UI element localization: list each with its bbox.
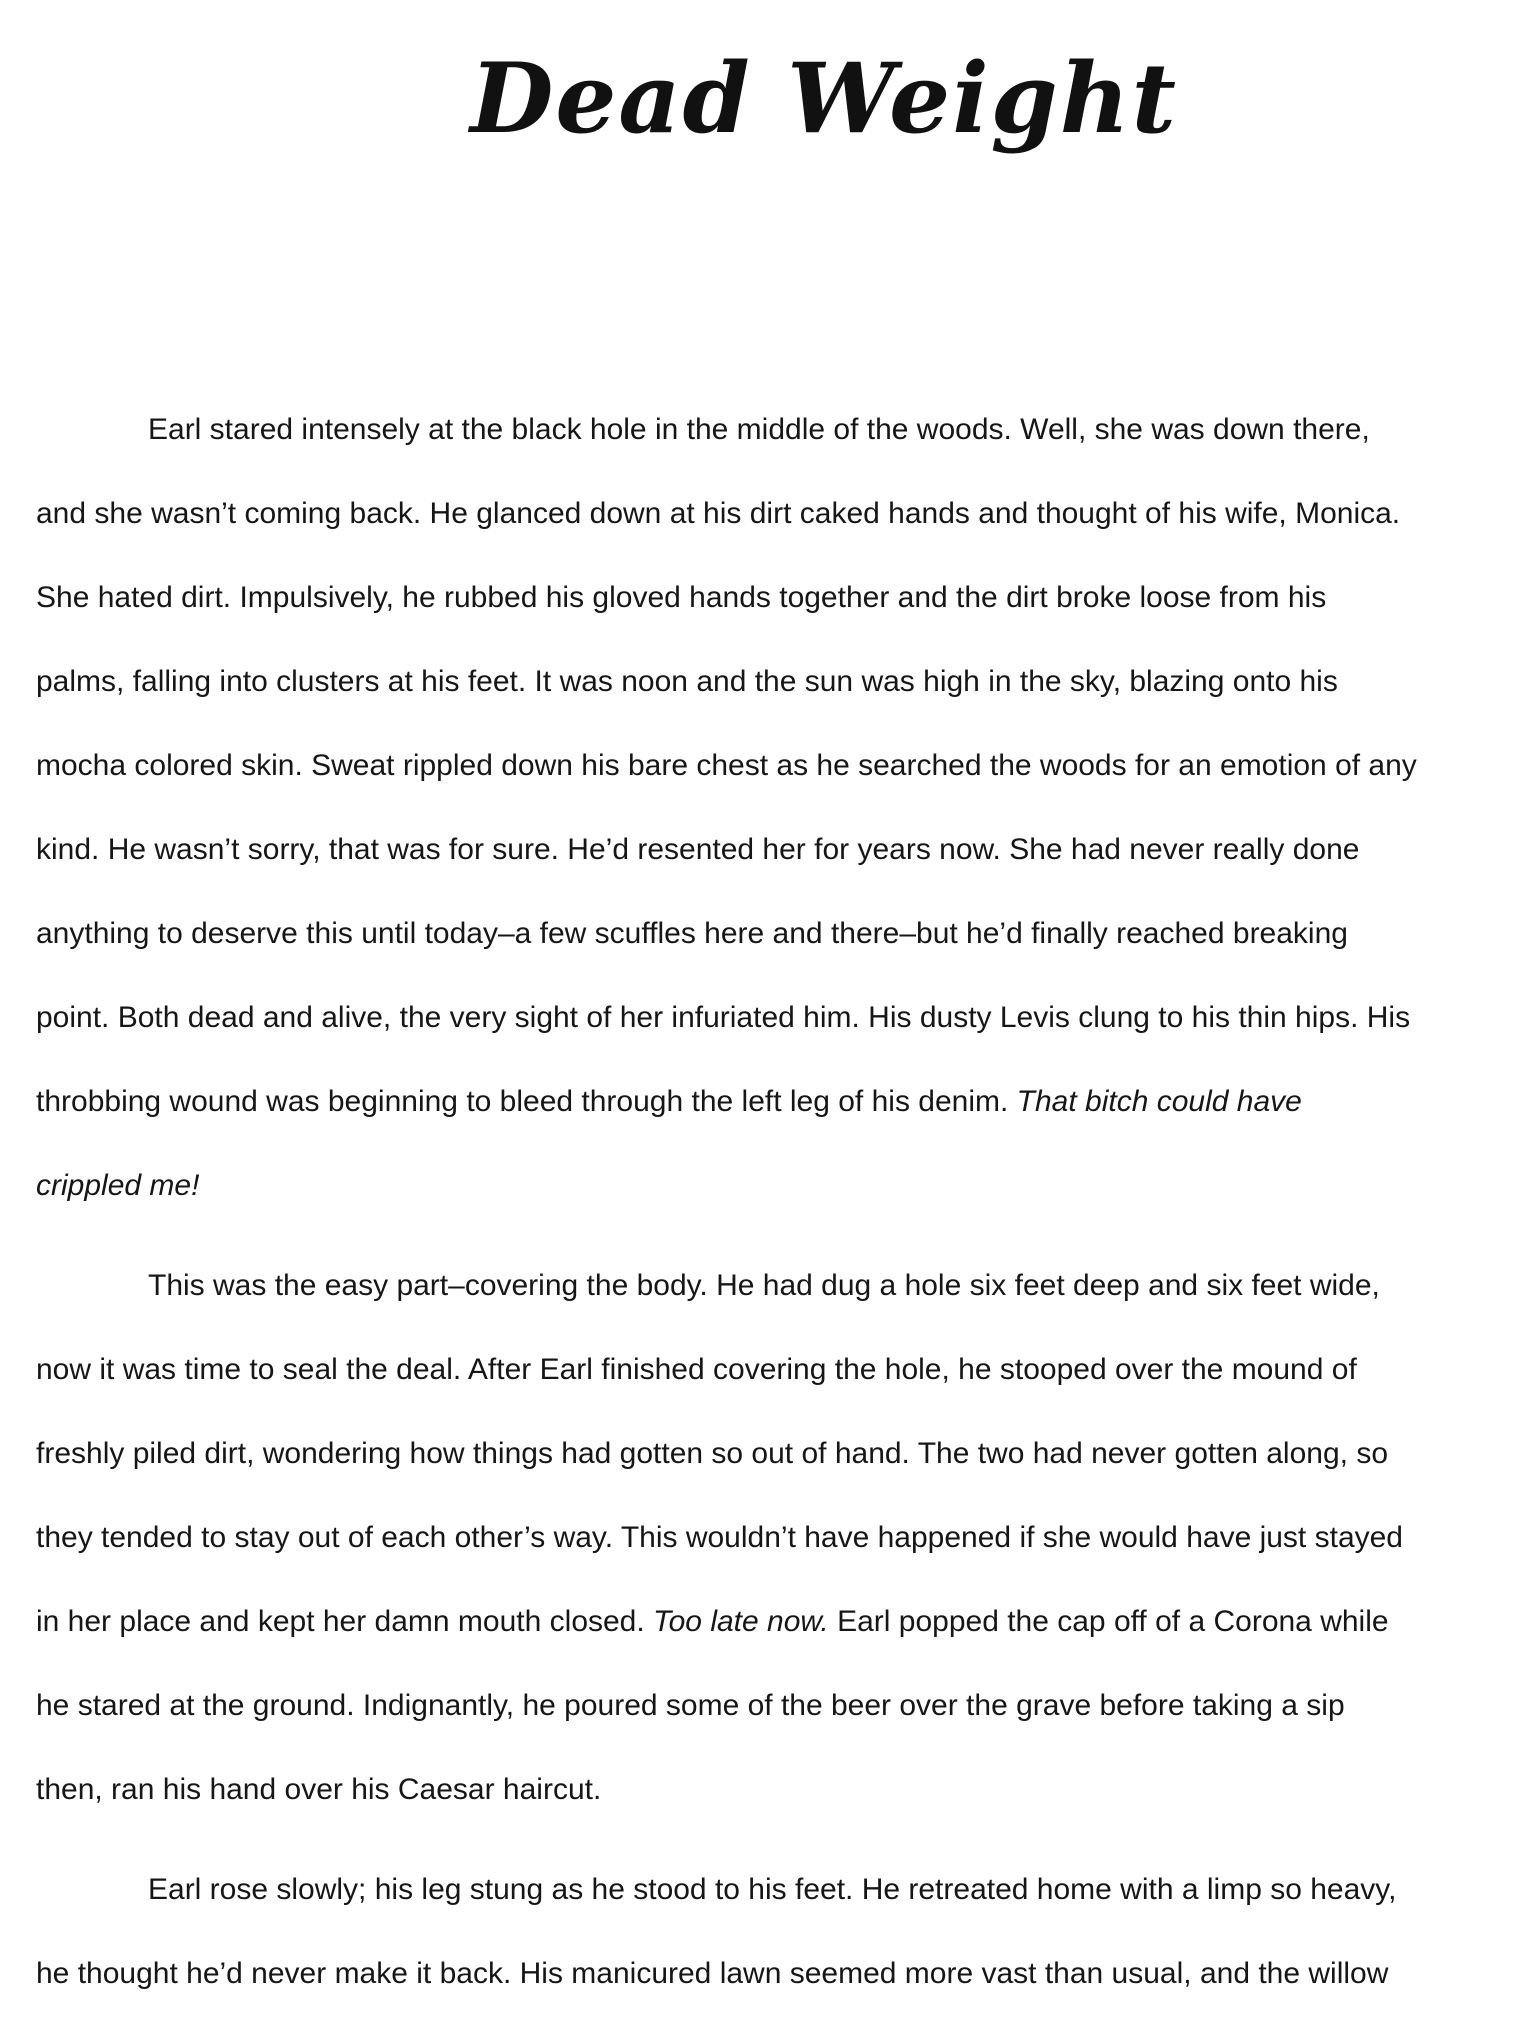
story-body bbox=[36, 400, 1498, 2028]
text-segment: in her place and kept her damn mouth closed. bbox=[36, 1605, 654, 1638]
text-segment: they tended to stay out of each other’s way. This wouldn’t have happened if she would have just stayed bbox=[36, 1521, 1403, 1554]
text-line bbox=[36, 484, 1498, 568]
text-line bbox=[36, 736, 1498, 820]
text-segment: mocha colored skin. Sweat rippled down his bare chest as he searched the woods for an emotion of any bbox=[36, 749, 1417, 782]
text-segment: kind. He wasn’t sorry, that was for sure. He’d resented her for years now. She had never really done bbox=[36, 833, 1360, 866]
text-line bbox=[36, 568, 1498, 652]
text-line bbox=[36, 1592, 1498, 1676]
text-line bbox=[36, 652, 1498, 736]
text-segment: point. Both dead and alive, the very sight of her infuriated him. His dusty Levis clung to his thin hips. His bbox=[36, 1001, 1411, 1034]
text-line bbox=[36, 1760, 1498, 1844]
text-segment: She hated dirt. Impulsively, he rubbed his gloved hands together and the dirt broke loose from his bbox=[36, 581, 1327, 614]
text-line bbox=[36, 400, 1498, 484]
text-line bbox=[36, 1072, 1498, 1156]
italic-text: That bitch could have bbox=[1016, 1085, 1302, 1118]
text-line bbox=[36, 1944, 1498, 2028]
text-line bbox=[36, 1508, 1498, 1592]
text-segment: Earl rose slowly; his leg stung as he stood to his feet. He retreated home with a limp so heavy, bbox=[148, 1873, 1397, 1906]
text-segment: he thought he’d never make it back. His manicured lawn seemed more vast than usual, and the willow bbox=[36, 1957, 1389, 1990]
paragraph bbox=[36, 1860, 1498, 2028]
story-title: Dead Weight bbox=[470, 42, 1178, 155]
text-line bbox=[36, 820, 1498, 904]
text-segment: then, ran his hand over his Caesar haircut. bbox=[36, 1773, 602, 1806]
text-line bbox=[36, 1156, 1498, 1240]
italic-text: crippled me! bbox=[36, 1169, 200, 1202]
text-line bbox=[36, 1676, 1498, 1760]
text-segment: throbbing wound was beginning to bleed through the left leg of his denim. bbox=[36, 1085, 1017, 1118]
italic-text: Too late now. bbox=[653, 1605, 829, 1638]
text-line bbox=[36, 904, 1498, 988]
paragraph bbox=[36, 1256, 1498, 1844]
text-segment: freshly piled dirt, wondering how things had gotten so out of hand. The two had never gotten along, so bbox=[36, 1437, 1389, 1470]
text-segment: Earl stared intensely at the black hole in the middle of the woods. Well, she was down there, bbox=[148, 413, 1370, 446]
text-line bbox=[36, 1424, 1498, 1508]
text-segment: he stared at the ground. Indignantly, he poured some of the beer over the grave before taking a sip bbox=[36, 1689, 1345, 1722]
text-line bbox=[36, 1256, 1498, 1340]
text-segment: now it was time to seal the deal. After Earl finished covering the hole, he stooped over the mound of bbox=[36, 1353, 1357, 1386]
text-segment: Earl popped the cap off of a Corona while bbox=[828, 1605, 1389, 1638]
text-line bbox=[36, 1340, 1498, 1424]
paragraph bbox=[36, 400, 1498, 1240]
text-segment: and she wasn’t coming back. He glanced down at his dirt caked hands and thought of his wife, Monica. bbox=[36, 497, 1401, 530]
text-line bbox=[36, 988, 1498, 1072]
text-line bbox=[36, 1860, 1498, 1944]
text-segment: anything to deserve this until today–a few scuffles here and there–but he’d finally reached breaking bbox=[36, 917, 1348, 950]
text-segment: This was the easy part–covering the body. He had dug a hole six feet deep and six feet wide, bbox=[148, 1269, 1380, 1302]
text-segment: palms, falling into clusters at his feet. It was noon and the sun was high in the sky, blazing onto his bbox=[36, 665, 1338, 698]
